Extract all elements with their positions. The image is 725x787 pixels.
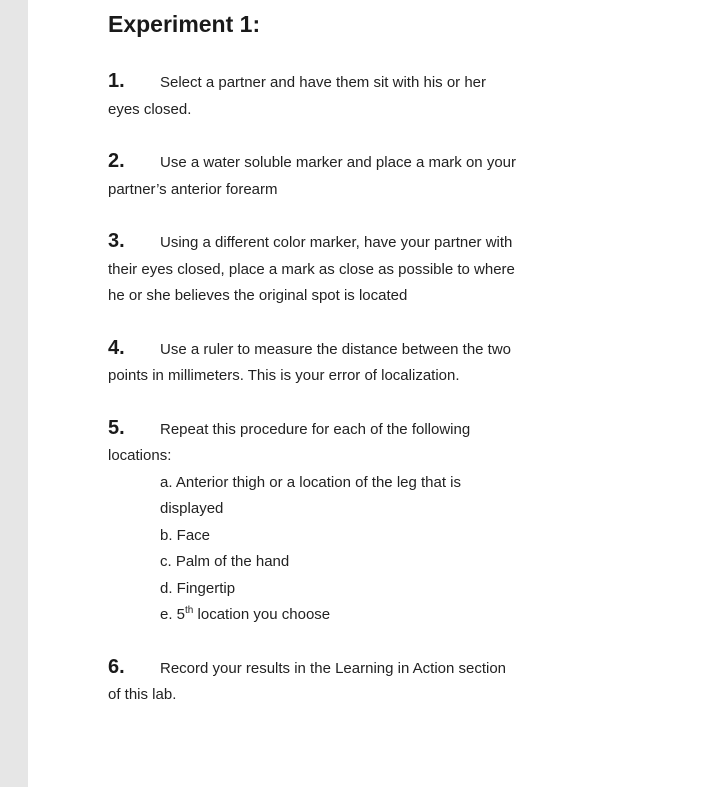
- step-number: 6.: [108, 655, 125, 678]
- superscript: th: [185, 605, 194, 616]
- left-gutter: [0, 0, 28, 787]
- document-page: [28, 0, 725, 787]
- list-item: a. Anterior thigh or a location of the leg that is displayed: [160, 473, 462, 517]
- list-item-suffix: location you choose: [193, 606, 331, 623]
- list-item: b. Face: [160, 526, 211, 544]
- step-number: 1.: [108, 70, 125, 92]
- page-title: Experiment 1:: [108, 11, 261, 37]
- step-1: [108, 68, 518, 123]
- step-number: 4.: [108, 336, 125, 359]
- step-5: [108, 415, 518, 629]
- step-number: 2.: [108, 150, 125, 172]
- step-text: Record your results in the Learning in Action section of this lab.: [108, 659, 507, 703]
- document-content: [108, 8, 518, 734]
- step-number: 5.: [108, 416, 125, 439]
- list-item: [160, 602, 518, 629]
- step-2: [108, 148, 518, 203]
- step-text: Select a partner and have them sit with his or her eyes closed.: [108, 74, 487, 118]
- list-item: d. Fingertip: [160, 579, 236, 597]
- step-text: Use a ruler to measure the distance between the two points in millimeters. This is your error of localization.: [108, 340, 512, 384]
- list-item-prefix: e. 5: [160, 606, 186, 623]
- list-item: c. Palm of the hand: [160, 553, 290, 570]
- step-4: [108, 335, 518, 390]
- location-list: [108, 470, 518, 629]
- step-text: Using a different color marker, have your partner with their eyes closed, place a mark as close as possible to where he or she believes the original spot is located: [108, 234, 515, 304]
- step-6: [108, 654, 518, 709]
- step-number: 3.: [108, 230, 125, 252]
- step-3: [108, 228, 518, 310]
- step-text: Use a water soluble marker and place a mark on your partner’s anterior forearm: [108, 154, 517, 198]
- step-text: Repeat this procedure for each of the following locations:: [108, 420, 471, 464]
